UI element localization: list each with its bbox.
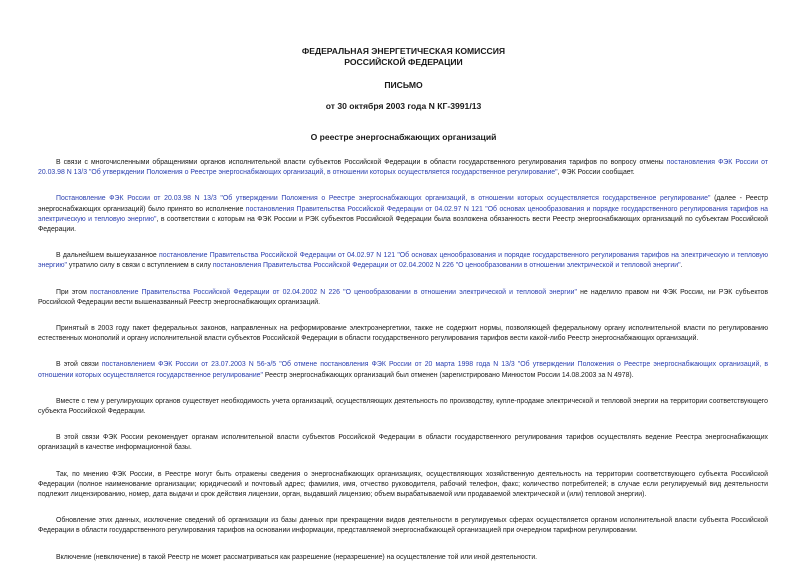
paragraph-text: Обновление этих данных, исключение сведений об организации из базы данных при прекращении видов деятельности в регулируемых сферах осуществляется органом исполнительной власти субъекта Российской Федерации в области государственного регулирования тарифов на основании информации, представляемой энергоснабжающей организацией при очередном тарифном регулировании. [38, 517, 768, 535]
org-name-line2: РОССИЙСКОЙ ФЕДЕРАЦИИ [344, 57, 463, 67]
paragraph-text: , в соответствии с которым на ФЭК России и РЭК субъектов Российской Федерации была возложена обязанность вести Реестр энергоснабжающих организаций по субъектам Российской Федерации. [38, 215, 768, 234]
document-reference-link[interactable]: постановления Правительства Российской Федерации от 02.04.2002 N 226 "О ценообразовании в отношении электрической и тепловой энергии" [212, 262, 681, 270]
body-paragraph [38, 251, 768, 271]
paragraph-text: При этом [56, 288, 91, 296]
document-subject: О реестре энергоснабжающих организаций [310, 132, 497, 142]
body-paragraph [38, 158, 768, 178]
paragraph-text: В этой связи [56, 361, 102, 369]
paragraph-text: Принятый в 2003 году пакет федеральных законов, направленных на реформирование электроэнергетики, также не содержит нормы, позволяющей федеральному органу исполнительной власти по регулированию естественных монополий и органу исполнительной власти субъектов Российской Федерации в области государственного регулирования тарифов вести какой-либо Реестр энергоснабжающих организаций. [38, 325, 768, 343]
body-paragraph [38, 324, 768, 344]
paragraph-text: Включение (невключение) в такой Реестр не может рассматриваться как разрешение (неразрешение) на осуществление той или иной деятельности. [56, 553, 538, 561]
body-paragraph [38, 397, 768, 417]
body-paragraph [38, 288, 768, 308]
paragraph-text: В этой связи ФЭК России рекомендует органам исполнительной власти субъектов Российской Федерации в области государственного регулирования тарифов осуществлять ведение Реестра энергоснабжающих организаций в качестве информационной базы. [38, 434, 768, 452]
document-reference-link[interactable]: постановления Правительства Российской Федерации от 04.02.97 N 121 "Об основах ценообразования и порядке государственного регулирования тарифов на электрическую и тепловую энергию" [38, 205, 769, 223]
paragraph-text: В дальнейшем вышеуказанное [56, 252, 160, 260]
body-paragraph [38, 194, 768, 235]
body-paragraph [38, 553, 768, 563]
paragraph-text: В связи с многочисленными обращениями органов исполнительной власти субъектов Российской Федерации в области государственного регулирования тарифов по вопросу отмены [56, 159, 667, 166]
paragraph-text: Вместе с тем у регулирующих органов существует необходимость учета организаций, осуществляющих деятельность по производству, купле-продаже электрической и тепловой энергии на территории соответствующего субъекта Российской Федерации. [38, 397, 768, 416]
document-reference-link[interactable]: постановление Правительства Российской Федерации от 04.02.97 N 121 "Об основах ценообразования и порядке государственного регулирования тарифов на электрическую и тепловую энергию" [38, 252, 768, 270]
document-type: ПИСЬМО [384, 80, 423, 90]
paragraph-text: Так, по мнению ФЭК России, в Реестре могут быть отражены сведения о энергоснабжающих организациях, осуществляющих хозяйственную деятельность на территории соответствующего субъекта Российской Федерации (полное наименование организации; юридический и почтовый адрес; фамилия, имя, отчество руководителя, рабочий телефон, факс; количество потребителей; в случае если регулируемый вид деятельности подлежит лицензированию, номер, дата выдачи и срок действия лицензии, орган, выдавший лицензию; объем вырабатываемой или продаваемой электрической и (или) тепловой энергии). [38, 470, 768, 499]
document-body [38, 158, 768, 579]
document-reference-link[interactable]: постановление Правительства Российской Федерации от 02.04.2002 N 226 "О ценообразовании в отношении электрической и тепловой энергии" [90, 288, 577, 296]
body-paragraph [38, 516, 768, 536]
document-date-number: от 30 октября 2003 года N КГ-3991/13 [325, 101, 482, 111]
document-reference-link[interactable]: постановления ФЭК России от 20.03.98 N 13/3 "Об утверждении Положения о Реестре энергоснабжающих организаций, в отношении которых осуществляется государственное регулирование" [38, 159, 768, 177]
paragraph-text: утратило силу в связи с вступлением в силу [66, 262, 213, 270]
paragraph-text: не наделило правом ни ФЭК России, ни РЭК субъектов Российской Федерации вести вышеназванный Реестр энергоснабжающих организаций. [38, 288, 768, 306]
document-reference-link[interactable]: постановлением ФЭК России от 23.07.2003 N 56-э/5 "Об отмене постановления ФЭК России от 20 марта 1998 года N 13/3 "Об утверждении Положения о Реестре энергоснабжающих организаций, в отношении которых осуществляется государственное регулирование" [38, 361, 768, 379]
body-paragraph [38, 433, 768, 453]
paragraph-text: , ФЭК России сообщает. [557, 169, 635, 177]
paragraph-text: . [680, 262, 683, 270]
body-paragraph [38, 360, 768, 380]
paragraph-text: Реестр энергоснабжающих организаций был отменен (зарегистрировано Минюстом России 14.08.2003 за N 4978). [262, 371, 634, 379]
document-reference-link[interactable]: Постановление ФЭК России от 20.03.98 N 13/3 "Об утверждении Положения о Реестре энергоснабжающих организаций, в отношении которых осуществляется государственное регулирование" [56, 195, 711, 203]
org-name-line1: ФЕДЕРАЛЬНАЯ ЭНЕРГЕТИЧЕСКАЯ КОМИССИЯ [301, 46, 506, 56]
body-paragraph [38, 470, 768, 501]
paragraph-text: (далее - Реестр энергоснабжающих организаций) было принято во исполнение [38, 195, 769, 213]
